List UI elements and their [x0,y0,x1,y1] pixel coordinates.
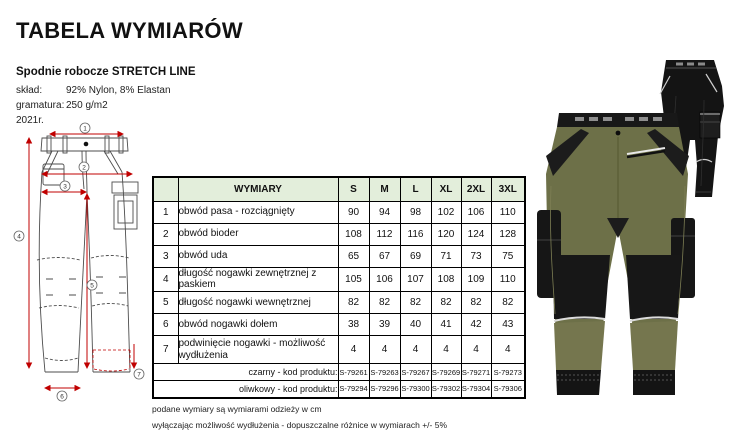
svg-text:1: 1 [83,125,87,133]
size-header-s: S [338,177,369,201]
row-number: 6 [153,314,178,336]
measurement-value: 110 [491,201,525,223]
measurement-value: 112 [369,223,400,245]
footnote-tolerance: wyłączając możliwość wydłużenia - dopuszczalne różnice w wymiarach +/- 5% [152,419,448,430]
marker-1 [80,123,90,133]
product-code: S-79300 [400,381,431,398]
size-header-xl: XL [431,177,461,201]
measurement-value: 82 [369,292,400,314]
marker-3 [60,181,70,191]
product-code: S-79269 [431,364,461,381]
left-kneepad [554,321,605,370]
measurement-value: 116 [400,223,431,245]
measurement-value: 82 [431,292,461,314]
measurement-row [153,245,525,267]
left-knee-panel [553,255,610,319]
measurement-value: 69 [400,245,431,267]
measurement-row [153,223,525,245]
marker-4 [14,231,24,241]
product-name: Spodnie robocze STRETCH LINE [16,66,196,78]
measurement-value: 4 [431,336,461,364]
svg-text:6: 6 [60,393,64,401]
measurement-row [153,292,525,314]
page-title: TABELA WYMIARÓW [16,18,243,43]
measurement-value: 38 [338,314,369,336]
measurement-value: 82 [400,292,431,314]
measurement-value: 4 [400,336,431,364]
product-code: S-79304 [461,381,491,398]
svg-text:7: 7 [137,371,141,379]
product-code: S-79296 [369,381,400,398]
composition-label: skład: [16,85,43,96]
measurement-label: długość nogawki wewnętrznej [178,292,338,314]
measurement-value: 98 [400,201,431,223]
measurement-value: 4 [491,336,525,364]
measurement-diagram [6,122,151,414]
fly-button [616,131,621,136]
composition-row [16,85,196,96]
product-info [16,66,196,126]
footnotes [152,404,447,435]
right-kneepad [630,321,678,370]
measurement-value: 94 [369,201,400,223]
size-header-2xl: 2XL [461,177,491,201]
weight-value: 250 g/m2 [66,100,108,111]
measurement-value: 4 [461,336,491,364]
measurement-row [153,336,525,364]
size-header-m: M [369,177,400,201]
size-header-l: L [400,177,431,201]
measurement-value: 110 [491,267,525,292]
product-code: S-79273 [491,364,525,381]
size-table [152,176,526,399]
waistband-logo-marks [676,63,705,66]
product-code-label: oliwkowy - kod produktu: [153,381,338,398]
product-code: S-79302 [431,381,461,398]
product-code: S-79294 [338,381,369,398]
marker-5 [87,280,97,290]
composition-value: 92% Nylon, 8% Elastan [66,85,171,96]
measurement-value: 42 [461,314,491,336]
year-label: 2021r. [16,115,44,126]
measurement-label: obwód nogawki dołem [178,314,338,336]
marker-7 [134,369,144,379]
row-number: 4 [153,267,178,292]
product-code: S-79271 [461,364,491,381]
size-table-header-row [153,177,525,201]
measurement-label: obwód pasa - rozciągnięty [178,201,338,223]
measurement-value: 124 [461,223,491,245]
measurement-value: 82 [338,292,369,314]
measurement-value: 4 [369,336,400,364]
measurement-value: 43 [491,314,525,336]
product-code: S-79263 [369,364,400,381]
measurement-value: 90 [338,201,369,223]
measurement-value: 108 [431,267,461,292]
measurement-value: 39 [369,314,400,336]
measurement-value: 67 [369,245,400,267]
measurement-value: 71 [431,245,461,267]
measurement-value: 128 [491,223,525,245]
product-code: S-79261 [338,364,369,381]
row-number: 5 [153,292,178,314]
measurement-value: 120 [431,223,461,245]
hem-extension-dashes [93,350,130,371]
footnote-units: podane wymiary są wymiarami odzieży w cm [152,404,322,414]
measurement-value: 109 [461,267,491,292]
measurement-value: 105 [338,267,369,292]
product-code-label: czarny - kod produktu: [153,364,338,381]
measurement-value: 73 [461,245,491,267]
measurement-label: podwinięcie nogawki - możliwość wydłużenia [178,336,338,364]
size-header-3xl: 3XL [491,177,525,201]
dimensions-header: WYMIARY [178,177,338,201]
product-code-row-black [153,364,525,381]
product-code: S-79306 [491,381,525,398]
right-hem [633,370,675,395]
svg-text:2: 2 [82,164,86,172]
row-number: 3 [153,245,178,267]
measurement-row [153,267,525,292]
measurement-label: długość nogawki zewnętrznej z paskiem [178,267,338,292]
measurement-value: 65 [338,245,369,267]
measurement-value: 107 [400,267,431,292]
measurement-value: 40 [400,314,431,336]
row-number: 7 [153,336,178,364]
left-hem [556,370,601,395]
measurement-value: 75 [491,245,525,267]
measurement-value: 102 [431,201,461,223]
measurement-value: 82 [461,292,491,314]
right-knee-panel [626,255,681,319]
product-code-row-olive [153,381,525,398]
measurement-value: 41 [431,314,461,336]
measurement-value: 106 [369,267,400,292]
marker-2 [79,162,89,172]
measurement-row [153,201,525,223]
row-number: 2 [153,223,178,245]
measurement-row [153,314,525,336]
product-photo-olive [537,106,697,398]
svg-text:4: 4 [17,233,21,241]
svg-text:3: 3 [63,183,67,191]
row-number: 1 [153,201,178,223]
product-code: S-79267 [400,364,431,381]
measurement-value: 4 [338,336,369,364]
weight-row [16,100,196,111]
measurement-label: obwód bioder [178,223,338,245]
svg-text:5: 5 [90,282,94,290]
weight-label: gramatura: [16,100,65,111]
marker-6 [57,391,67,401]
measurement-label: obwód uda [178,245,338,267]
measurement-value: 82 [491,292,525,314]
measurement-value: 106 [461,201,491,223]
corner-cell [153,177,178,201]
measurement-value: 108 [338,223,369,245]
